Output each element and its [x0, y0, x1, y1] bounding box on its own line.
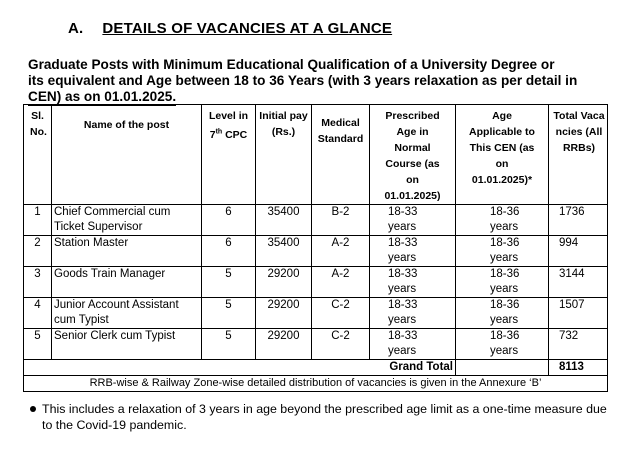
bullet-dot-icon	[30, 406, 36, 412]
cell-pay: 29200	[256, 267, 312, 298]
grand-total-spacer	[456, 360, 549, 376]
cell-sl: 5	[24, 329, 52, 360]
cell-level: 5	[202, 298, 256, 329]
cell-medical: A-2	[312, 236, 370, 267]
cell-total: 994	[549, 236, 608, 267]
cell-normal-age: 18-33 years	[370, 329, 456, 360]
cell-cen-age: 18-36 years	[456, 298, 549, 329]
cell-cen-age: 18-36 years	[456, 329, 549, 360]
section-title: DETAILS OF VACANCIES AT A GLANCE	[102, 20, 393, 37]
header-cen-age: Age Applicable to This CEN (as on 01.01.2025)*	[456, 105, 549, 205]
section-number: A.	[68, 20, 84, 37]
cell-medical: A-2	[312, 267, 370, 298]
cell-total: 3144	[549, 267, 608, 298]
cell-pay: 35400	[256, 205, 312, 236]
cell-level: 6	[202, 236, 256, 267]
cell-pay: 35400	[256, 236, 312, 267]
intro-line-3: CEN) as on 01.01.2025.	[28, 89, 177, 104]
header-sl-no: Sl. No.	[24, 105, 52, 205]
cell-post: Chief Commercial cum Ticket Supervisor	[52, 205, 202, 236]
table-header-row	[24, 105, 608, 205]
cell-sl: 1	[24, 205, 52, 236]
annexure-note: RRB-wise & Railway Zone-wise detailed distribution of vacancies is given in the Annexure ‘B’	[24, 376, 608, 392]
cell-level: 6	[202, 205, 256, 236]
table-row	[24, 236, 608, 267]
table-row	[24, 329, 608, 360]
intro-paragraph	[28, 57, 628, 106]
cell-pay: 29200	[256, 298, 312, 329]
header-medical: Medical Standard	[312, 105, 370, 205]
cell-normal-age: 18-33 years	[370, 298, 456, 329]
cell-post: Station Master	[52, 236, 202, 267]
table-row	[24, 267, 608, 298]
header-normal-age: Prescribed Age in Normal Course (as on 01.01.2025)	[370, 105, 456, 205]
header-level: Level in 7th CPC	[202, 105, 256, 205]
cell-sl: 4	[24, 298, 52, 329]
cell-sl: 2	[24, 236, 52, 267]
cell-post: Goods Train Manager	[52, 267, 202, 298]
grand-total-row	[24, 360, 608, 376]
table-row	[24, 298, 608, 329]
cell-post: Senior Clerk cum Typist	[52, 329, 202, 360]
covid-relaxation-note	[30, 401, 620, 433]
cell-medical: C-2	[312, 329, 370, 360]
cell-level: 5	[202, 267, 256, 298]
intro-line-2: its equivalent and Age between 18 to 36 Years (with 3 years relaxation as per detail in	[28, 73, 578, 88]
cell-cen-age: 18-36 years	[456, 267, 549, 298]
table-row	[24, 205, 608, 236]
section-heading	[68, 20, 392, 37]
cell-post: Junior Account Assistant cum Typist	[52, 298, 202, 329]
header-pay: Initial pay (Rs.)	[256, 105, 312, 205]
grand-total-value: 8113	[549, 360, 608, 376]
cell-level: 5	[202, 329, 256, 360]
vacancies-table	[23, 104, 608, 392]
annexure-note-row	[24, 376, 608, 392]
cell-cen-age: 18-36 years	[456, 236, 549, 267]
cell-total: 1736	[549, 205, 608, 236]
cell-normal-age: 18-33 years	[370, 205, 456, 236]
cell-total: 1507	[549, 298, 608, 329]
intro-line-1: Graduate Posts with Minimum Educational Qualification of a University Degree or	[28, 57, 555, 72]
cell-pay: 29200	[256, 329, 312, 360]
cell-medical: B-2	[312, 205, 370, 236]
cell-normal-age: 18-33 years	[370, 236, 456, 267]
cell-medical: C-2	[312, 298, 370, 329]
header-total: Total Vacancies (All RRBs)	[549, 105, 608, 205]
grand-total-label: Grand Total	[24, 360, 456, 376]
bullet-text: This includes a relaxation of 3 years in age beyond the prescribed age limit as a one-time measure due to the Covid-19 pandemic.	[42, 402, 607, 432]
cell-cen-age: 18-36 years	[456, 205, 549, 236]
cell-normal-age: 18-33 years	[370, 267, 456, 298]
header-post-name: Name of the post	[52, 105, 202, 205]
cell-total: 732	[549, 329, 608, 360]
cell-sl: 3	[24, 267, 52, 298]
